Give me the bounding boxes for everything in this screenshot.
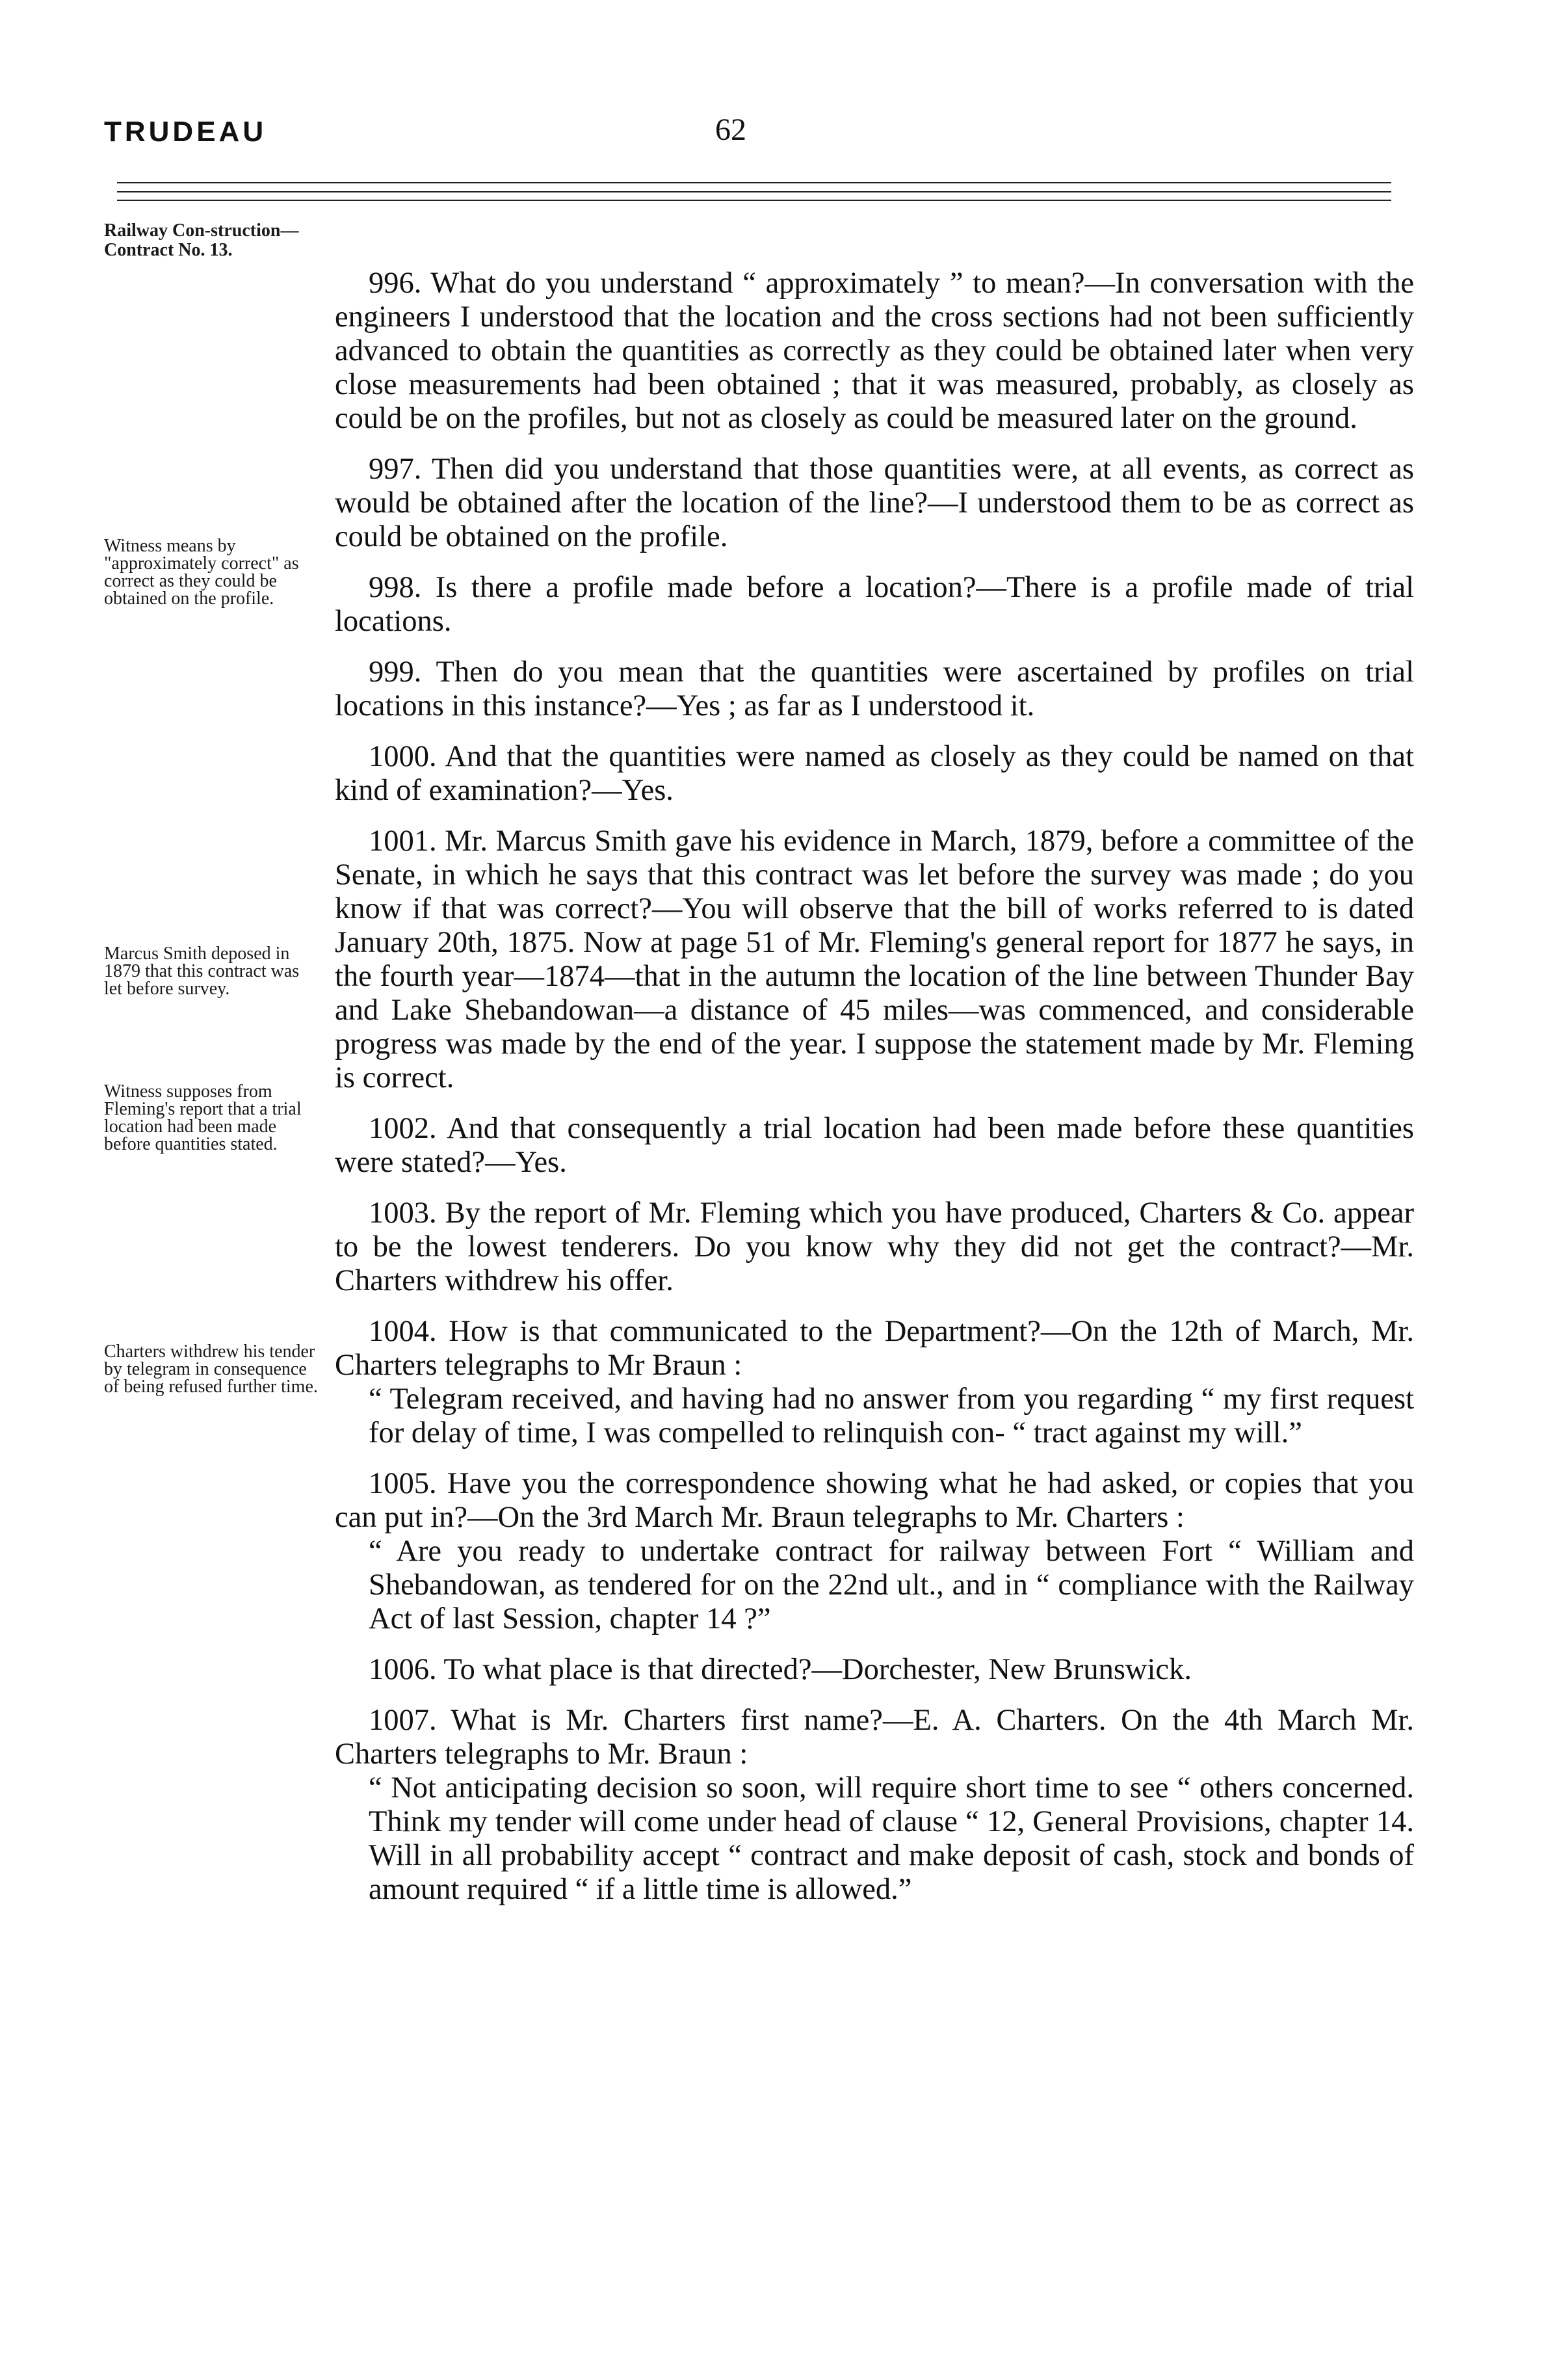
page-header — [104, 112, 1430, 155]
header-rule — [117, 191, 1391, 192]
header-rule — [117, 200, 1391, 201]
paragraph: 997. Then did you understand that those quantities were, at all events, as correct as would be obtained after the location of the line?—I understood them to be as correct as could be obtained on the profile. — [335, 453, 1414, 553]
paragraph: 1003. By the report of Mr. Fleming which you have produced, Charters & Co. appear to be the lowest tenderers. Do you know why they did not get the contract?—Mr. Charters withdrew his offer. — [335, 1197, 1414, 1297]
paragraph: 1006. To what place is that directed?—Dorchester, New Brunswick. — [369, 1653, 1192, 1686]
paragraph: 1005. Have you the correspondence showing what he had asked, or copies that you can put in?—On the 3rd March Mr. Braun telegraphs to Mr. Charters : — [335, 1467, 1414, 1534]
telegram-quote: “ Are you ready to undertake contract for railway between Fort “ William and Shebandowan, as tendered for on the 22nd ult., and in “ compliance with the Railway Act of last Session, chapter 14 ?” — [369, 1535, 1414, 1635]
paragraph: 1001. Mr. Marcus Smith gave his evidence in March, 1879, before a committee of the Senate, in which he says that this contract was let before the survey was made ; do you know if that was correct?—You will observe that the bill of works referred to is dated January 20th, 1875. Now at page 51 of Mr. Fleming's general report for 1877 he says, in the fourth year—1874—that in the autumn the location of the line between Thunder Bay and Lake Shebandowan—a distance of 45 miles—was commenced, and considerable progress was made by the end of the year. I suppose the statement made by Mr. Fleming is correct. — [335, 825, 1414, 1094]
paragraph: 1002. And that consequently a trial location had been made before these quantities were stated?—Yes. — [335, 1112, 1414, 1179]
margin-note-section: Railway Con-struction—Contract No. 13. — [104, 220, 299, 260]
paragraph: 999. Then do you mean that the quantities were ascertained by profiles on trial locations in this instance?—Yes ; as far as I understood it. — [335, 655, 1414, 722]
telegram-quote: “ Telegram received, and having had no answer from you regarding “ my first request for delay of time, I was compelled to relinquish con- “ tract against my will.” — [369, 1382, 1414, 1449]
header-rule — [117, 182, 1391, 183]
paragraph: 1004. How is that communicated to the Department?—On the 12th of March, Mr. Charters telegraphs to Mr Braun : — [335, 1315, 1414, 1382]
running-head: TRUDEAU — [104, 116, 267, 148]
testimony-body — [335, 267, 1414, 1907]
page-number: 62 — [715, 112, 746, 147]
paragraph: 996. What do you understand “ approximately ” to mean?—In conversation with the engineers I understood that the location and the cross sections had not been sufficiently advanced to obtain the quantities as correctly as they could be obtained later when very close measurements had been obtained ; that it was measured, probably, as closely as could be on the profiles, but not as closely as could be measured later on the ground. — [335, 267, 1414, 435]
paragraph: 1000. And that the quantities were named as closely as they could be named on that kind of examination?—Yes. — [335, 740, 1414, 807]
paragraph: 998. Is there a profile made before a location?—There is a profile made of trial locations. — [335, 571, 1414, 638]
margin-note: Witness means by "approximately correct" as correct as they could be obtained on the profile. — [104, 536, 299, 609]
telegram-quote: “ Not anticipating decision so soon, will require short time to see “ others concerned. Think my tender will come under head of clause “ 12, General Provisions, chapter 14. Will in all probability accept “ contract and make deposit of cash, stock and bonds of amount required “ if a little time is allowed.” — [369, 1771, 1414, 1906]
paragraph: 1007. What is Mr. Charters first name?—E. A. Charters. On the 4th March Mr. Charters telegraphs to Mr. Braun : — [335, 1704, 1414, 1771]
margin-note: Marcus Smith deposed in 1879 that this contract was let before survey. — [104, 944, 300, 999]
margin-note: Charters withdrew his tender by telegram in consequence of being refused further time. — [104, 1342, 318, 1397]
margin-note: Witness supposes from Fleming's report that a trial location had been made before quantities stated. — [104, 1081, 302, 1154]
